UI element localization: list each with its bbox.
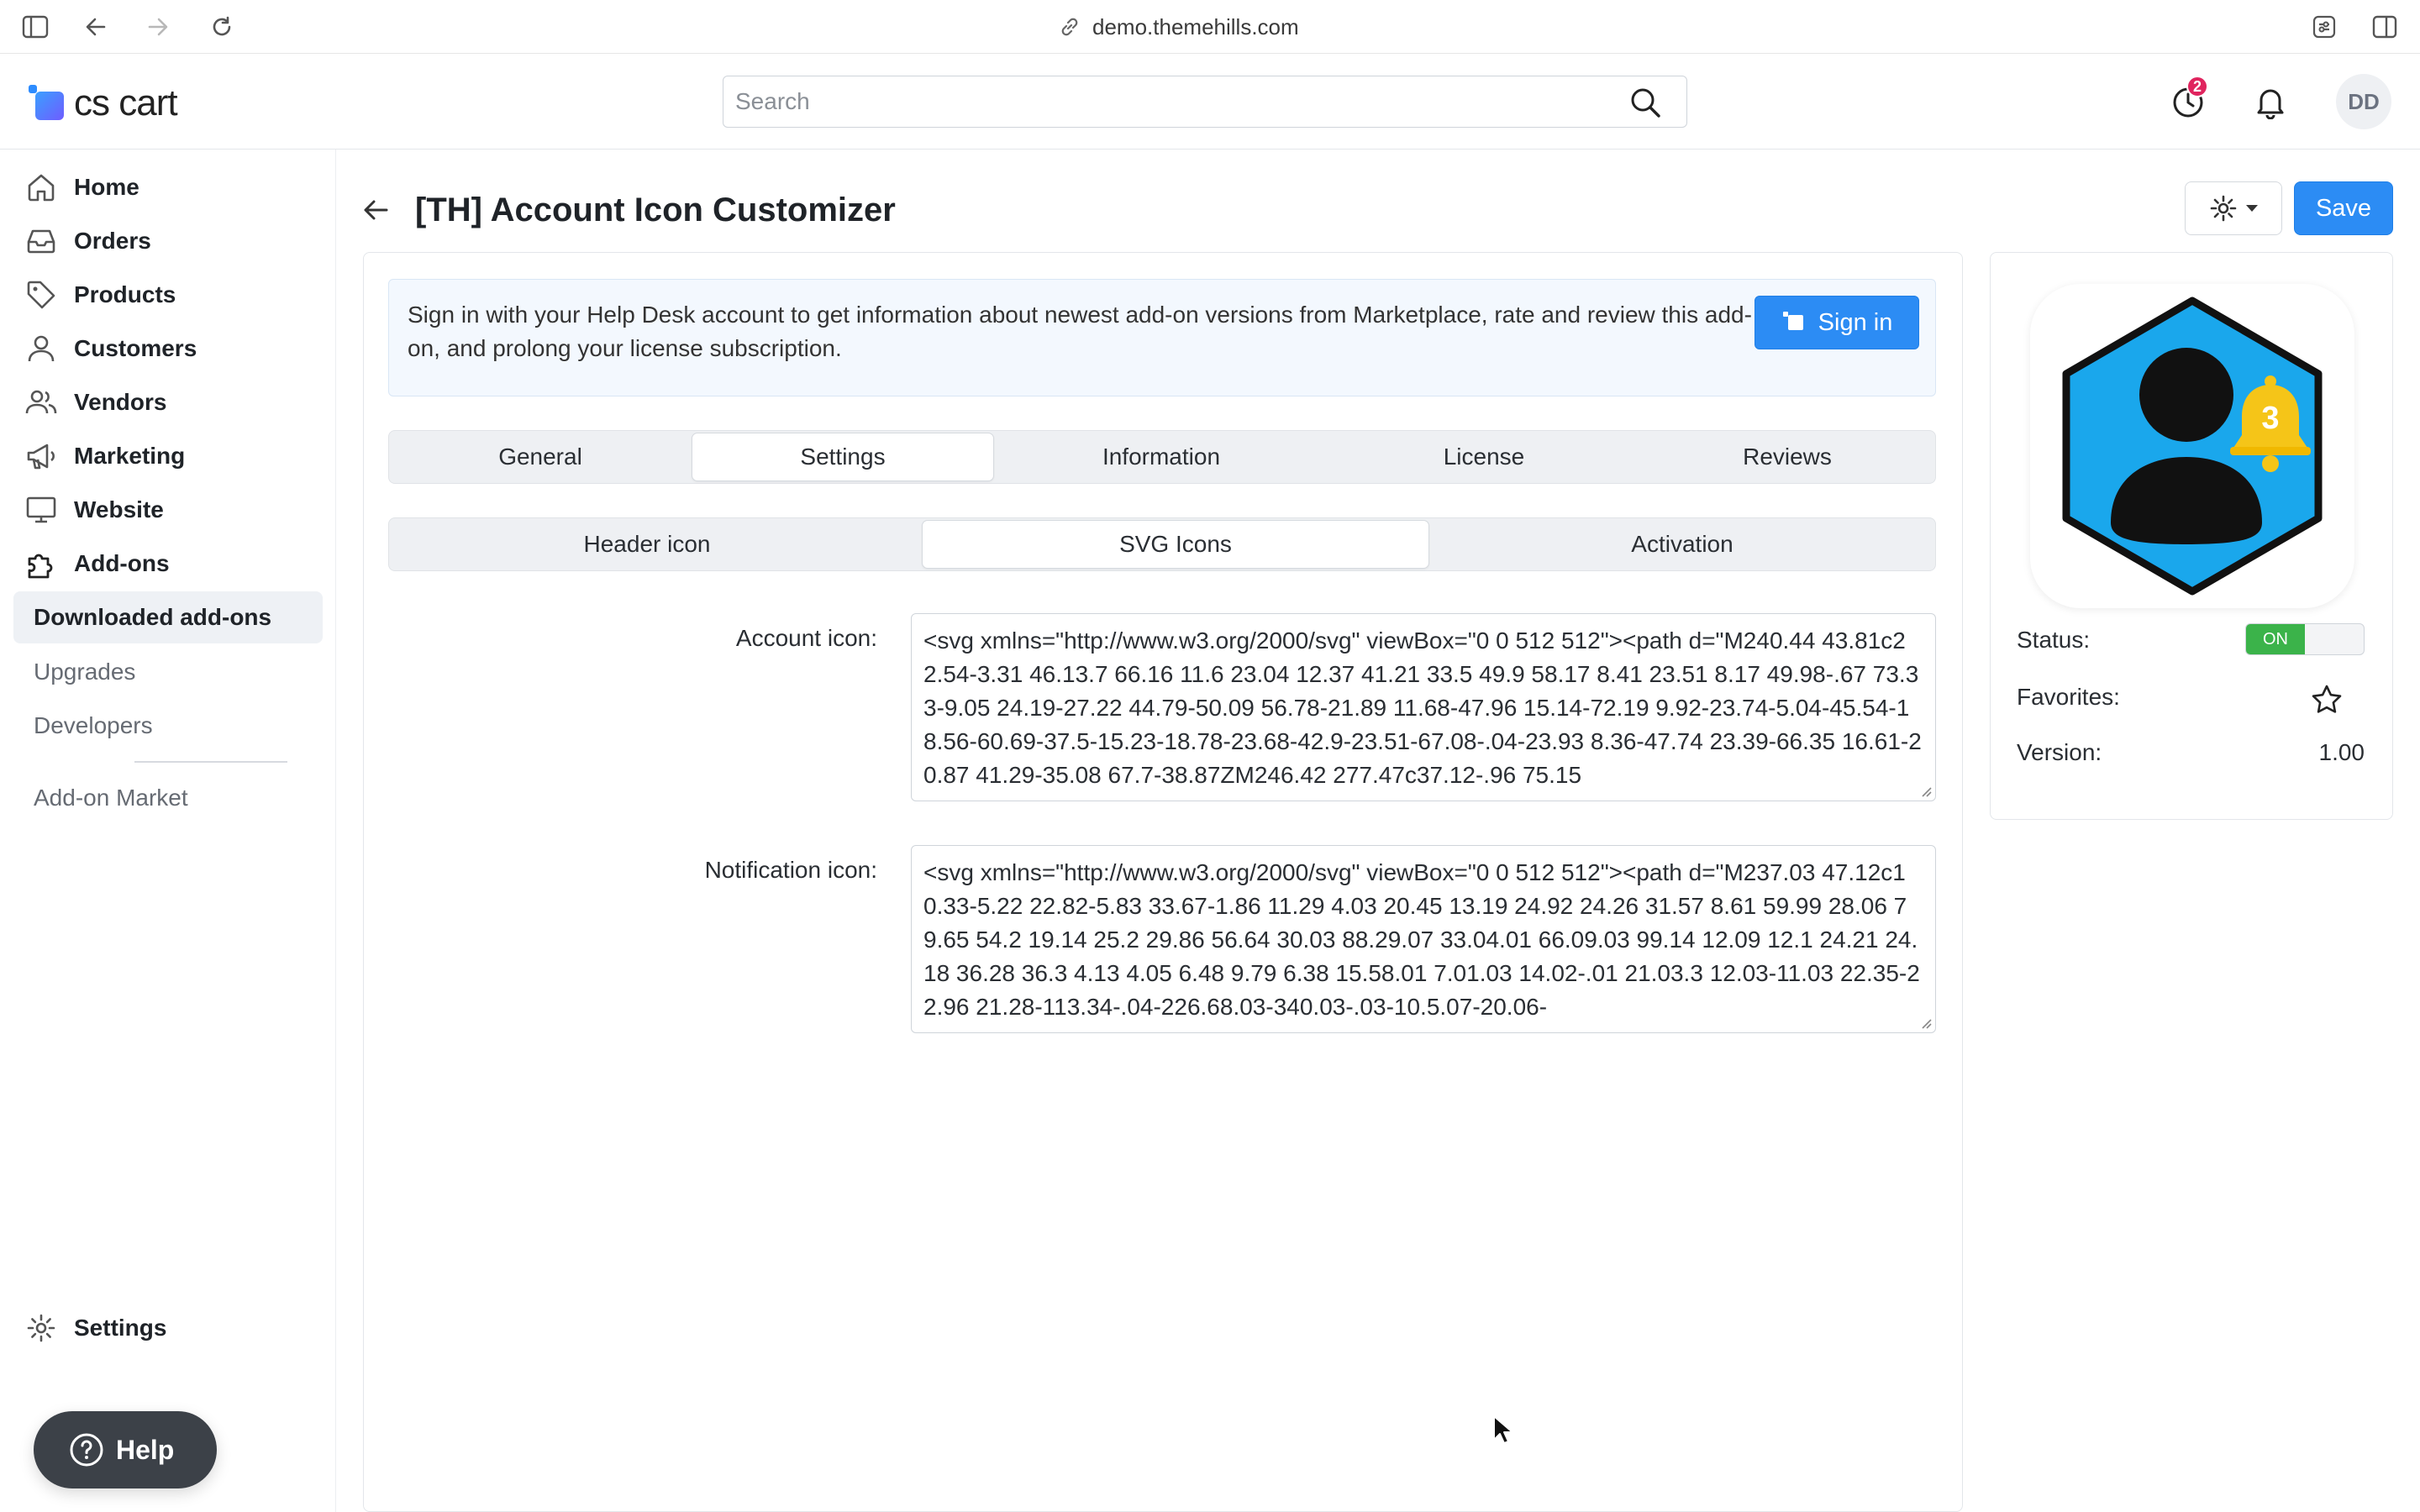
reload-icon[interactable]: [207, 12, 237, 42]
tab-settings[interactable]: Settings: [692, 433, 994, 481]
forward-arrow-icon[interactable]: [143, 12, 173, 42]
sidebar-divider: [134, 761, 287, 763]
sidebar-item-label: Add-ons: [74, 550, 170, 576]
addon-logo: [2030, 284, 2354, 608]
inbox-icon: [25, 225, 57, 257]
search-input[interactable]: [723, 76, 1686, 127]
browser-toolbar: [0, 0, 2420, 54]
account-icon-label: Account icon:: [735, 625, 877, 651]
sidebar-item-settings[interactable]: [25, 1305, 166, 1352]
sign-in-button[interactable]: [1754, 296, 1919, 349]
search-icon[interactable]: [1629, 87, 1661, 118]
version-label: Version:: [2017, 739, 2102, 765]
tab-general[interactable]: General: [498, 444, 582, 470]
tag-icon: [25, 279, 57, 311]
account-icon-textarea[interactable]: [911, 613, 1936, 801]
tab-license[interactable]: License: [1443, 444, 1525, 470]
notification-icon-textarea[interactable]: [911, 845, 1936, 1033]
settings-dropdown-button[interactable]: [2185, 181, 2282, 235]
notification-icon-value: <svg xmlns="http://www.w3.org/2000/svg" viewBox="0 0 512 512"><path d="M237.03 47.12c10.33-5.22 22.82-5.83 33.67-1.86 11.29 4.03 20.45 13.19 24.92 24.26 31.57 8.61 59.99 28.06 79.65 54.2 19.14 25.2 29.86 56.64 30.03 88.29.07 33.04.01 66.09.03 99.14 12.09 12.1 24.21 24.18 36.28 36.3 4.13 4.05 6.48 9.79 6.38 15.58.01 7.01.03 14.02-.01 21.03.3 12.03-11.03 22.35-22.96 21.28-113.34-.04-226.68.03-340.03-.03-10.5.07-20.06-: [923, 859, 1920, 1020]
tab-svg-icons[interactable]: SVG Icons: [922, 520, 1429, 569]
url-text: demo.themehills.com: [1092, 13, 1299, 39]
cs-cart-logo[interactable]: [29, 82, 177, 124]
address-bar[interactable]: [1059, 13, 1299, 40]
back-arrow-icon[interactable]: [81, 12, 111, 42]
resize-grip-icon[interactable]: [1920, 1017, 1932, 1029]
sidebar-item-label: Products: [74, 281, 176, 307]
resize-grip-icon[interactable]: [1920, 785, 1932, 797]
sidebar-item-label: Settings: [74, 1315, 167, 1341]
main-tabs: [388, 430, 1936, 484]
sidebar-item-developers[interactable]: Developers: [34, 712, 153, 738]
search-box: [723, 76, 1687, 128]
favorites-label: Favorites:: [2017, 684, 2120, 710]
account-icon-customizer-logo: [2030, 284, 2354, 608]
gear-icon: [2208, 193, 2238, 223]
sidebar: [0, 150, 336, 1512]
megaphone-icon: [25, 440, 57, 472]
back-arrow-icon[interactable]: [361, 196, 390, 224]
sidebar-item-upgrades[interactable]: Upgrades: [34, 659, 136, 685]
logo-badge-number: 3: [2261, 401, 2280, 436]
sidebar-item-home[interactable]: [25, 164, 139, 211]
sidebar-item-label: Vendors: [74, 389, 167, 415]
link-icon: [1059, 16, 1081, 38]
help-button[interactable]: [34, 1411, 217, 1488]
updates-button[interactable]: [2165, 79, 2212, 126]
sidebar-item-website[interactable]: [25, 486, 164, 533]
app-header: [0, 54, 2420, 150]
star-icon[interactable]: [2311, 684, 2343, 716]
sidebar-item-downloaded-add-ons[interactable]: Downloaded add-ons: [13, 591, 323, 643]
sidebar-item-label: Marketing: [74, 443, 186, 469]
split-view-icon[interactable]: [2370, 12, 2400, 42]
save-button[interactable]: Save: [2294, 181, 2393, 235]
question-icon: [69, 1432, 104, 1467]
notifications-button[interactable]: [2247, 79, 2294, 126]
bell-icon: [2254, 86, 2286, 119]
users-icon: [25, 386, 57, 418]
sidebar-item-label: Customers: [74, 335, 197, 361]
sign-in-notice: [388, 279, 1936, 396]
puzzle-icon: [25, 548, 57, 580]
sidebar-item-marketing[interactable]: [25, 433, 185, 480]
settings-subtabs: [388, 517, 1936, 571]
monitor-icon: [25, 494, 57, 526]
caret-down-icon: [2245, 204, 2259, 213]
home-icon: [25, 171, 57, 203]
sidebar-item-products[interactable]: [25, 271, 176, 318]
mouse-cursor-icon: [1492, 1415, 1514, 1445]
sidebar-item-orders[interactable]: [25, 218, 151, 265]
sidebar-item-label: Orders: [74, 228, 151, 254]
tab-activation[interactable]: Activation: [1631, 531, 1733, 557]
sidebar-item-label: Home: [74, 174, 139, 200]
avatar: DD: [2336, 74, 2391, 129]
tab-reviews[interactable]: Reviews: [1743, 444, 1832, 470]
sign-in-icon: [1781, 310, 1807, 335]
status-toggle-on: ON: [2246, 624, 2305, 654]
page-title-row: [361, 180, 896, 240]
help-label: Help: [116, 1434, 175, 1465]
page-title: [TH] Account Icon Customizer: [415, 191, 896, 228]
version-value: 1.00: [2318, 739, 2365, 765]
logo-text: cs cart: [74, 82, 177, 123]
user-menu[interactable]: [2336, 74, 2391, 129]
gear-icon: [25, 1312, 57, 1344]
sidebar-item-customers[interactable]: [25, 325, 197, 372]
sidebar-item-add-ons[interactable]: [25, 540, 170, 587]
sidebar-item-vendors[interactable]: [25, 379, 166, 426]
status-label: Status:: [2017, 627, 2091, 653]
sign-in-label: Sign in: [1818, 308, 1893, 336]
sidebar-item-add-on-market[interactable]: Add-on Market: [34, 785, 188, 811]
sidebar-item-label: Website: [74, 496, 164, 522]
notification-icon-label: Notification icon:: [704, 857, 877, 883]
tab-information[interactable]: Information: [1102, 444, 1221, 470]
notice-text: Sign in with your Help Desk account to get information about newest add-on versions from Marketplace, rate and review this add-on, and prolong your license subscription.: [408, 302, 1752, 361]
sidebar-toggle-icon[interactable]: [20, 12, 50, 42]
user-icon: [25, 333, 57, 365]
extensions-icon[interactable]: [2309, 12, 2339, 42]
cs-cart-logo-icon: [29, 85, 66, 122]
status-toggle[interactable]: [2245, 623, 2365, 655]
tab-header-icon[interactable]: Header icon: [583, 531, 711, 557]
updates-badge: 2: [2186, 76, 2208, 97]
account-icon-value: <svg xmlns="http://www.w3.org/2000/svg" viewBox="0 0 512 512"><path d="M240.44 43.81c22.54-3.31 46.13.7 66.16 11.6 23.04 12.37 41.21 33.5 49.9 58.17 8.41 23.51 8.17 49.98-.67 73.33-9.05 24.19-27.22 44.79-50.09 56.78-21.89 11.68-47.96 15.14-72.19 9.92-23.74-5.04-45.54-18.56-60.69-37.5-15.23-18.78-23.68-42.9-23.51-67.08-.04-23.93 8.36-47.74 23.39-66.35 16.61-20.87 41.29-35.08 67.7-38.87ZM246.42 277.47c37.12-.96 75.15: [923, 627, 1922, 788]
